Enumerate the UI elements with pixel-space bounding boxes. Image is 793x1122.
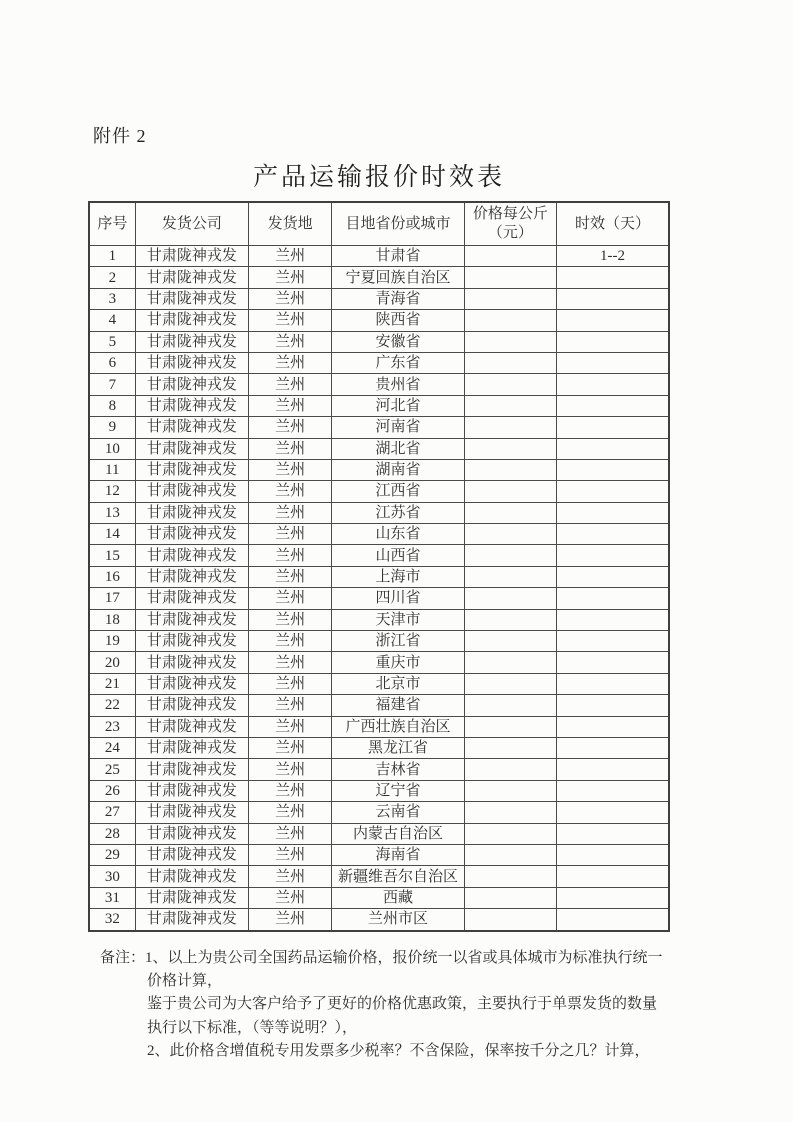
cell-company: 甘肃陇神戎发	[135, 417, 248, 438]
cell-days	[557, 737, 669, 758]
cell-origin: 兰州	[249, 631, 332, 652]
cell-price	[464, 566, 556, 587]
cell-price	[464, 502, 556, 523]
table-row	[89, 737, 669, 758]
cell-destination: 江苏省	[332, 502, 464, 523]
cell-days	[557, 417, 669, 438]
cell-price	[464, 331, 556, 352]
cell-days	[557, 352, 669, 373]
cell-company: 甘肃陇神戎发	[135, 545, 248, 566]
cell-price	[464, 267, 556, 288]
cell-days	[557, 802, 669, 823]
cell-destination: 天津市	[332, 609, 464, 630]
cell-company: 甘肃陇神戎发	[135, 588, 248, 609]
col-header-origin: 发货地	[249, 202, 332, 246]
cell-days	[557, 887, 669, 908]
cell-origin: 兰州	[249, 459, 332, 480]
cell-origin: 兰州	[249, 374, 332, 395]
table-row	[89, 759, 669, 780]
cell-index: 24	[89, 737, 135, 758]
cell-destination: 甘肃省	[332, 246, 464, 267]
cell-index: 19	[89, 631, 135, 652]
cell-days	[557, 652, 669, 673]
cell-destination: 云南省	[332, 802, 464, 823]
cell-destination: 四川省	[332, 588, 464, 609]
cell-origin: 兰州	[249, 395, 332, 416]
cell-price	[464, 545, 556, 566]
cell-index: 28	[89, 823, 135, 844]
cell-origin: 兰州	[249, 438, 332, 459]
cell-index: 26	[89, 780, 135, 801]
cell-price	[464, 374, 556, 395]
table-row	[89, 481, 669, 502]
cell-destination: 贵州省	[332, 374, 464, 395]
cell-price	[464, 609, 556, 630]
cell-company: 甘肃陇神戎发	[135, 331, 248, 352]
cell-origin: 兰州	[249, 866, 332, 887]
cell-index: 18	[89, 609, 135, 630]
cell-price	[464, 588, 556, 609]
cell-days	[557, 844, 669, 865]
note-line: 执行以下标准，（等等说明？），	[147, 1019, 358, 1036]
cell-origin: 兰州	[249, 502, 332, 523]
cell-company: 甘肃陇神戎发	[135, 802, 248, 823]
cell-origin: 兰州	[249, 823, 332, 844]
cell-destination: 山西省	[332, 545, 464, 566]
table-row	[89, 609, 669, 630]
table-row	[89, 438, 669, 459]
cell-days	[557, 374, 669, 395]
cell-index: 14	[89, 524, 135, 545]
cell-destination: 安徽省	[332, 331, 464, 352]
quote-table	[88, 201, 670, 932]
cell-origin: 兰州	[249, 566, 332, 587]
cell-company: 甘肃陇神戎发	[135, 288, 248, 309]
table-row	[89, 310, 669, 331]
table-row	[89, 246, 669, 267]
cell-days	[557, 588, 669, 609]
table-row	[89, 588, 669, 609]
cell-days: 1--2	[557, 246, 669, 267]
cell-index: 12	[89, 481, 135, 502]
cell-destination: 重庆市	[332, 652, 464, 673]
cell-index: 8	[89, 395, 135, 416]
table-row	[89, 909, 669, 931]
cell-days	[557, 909, 669, 931]
cell-price	[464, 395, 556, 416]
table-row	[89, 331, 669, 352]
col-header-company: 发货公司	[135, 202, 248, 246]
cell-index: 3	[89, 288, 135, 309]
cell-index: 7	[89, 374, 135, 395]
cell-destination: 广西壮族自治区	[332, 716, 464, 737]
cell-company: 甘肃陇神戎发	[135, 909, 248, 931]
note-line: 鉴于贵公司为大客户给予了更好的价格优惠政策，主要执行于单票发货的数量	[147, 996, 658, 1013]
table-row	[89, 459, 669, 480]
cell-company: 甘肃陇神戎发	[135, 737, 248, 758]
cell-company: 甘肃陇神戎发	[135, 887, 248, 908]
cell-company: 甘肃陇神戎发	[135, 438, 248, 459]
cell-price	[464, 288, 556, 309]
cell-index: 9	[89, 417, 135, 438]
cell-destination: 吉林省	[332, 759, 464, 780]
cell-days	[557, 566, 669, 587]
cell-days	[557, 481, 669, 502]
cell-destination: 黑龙江省	[332, 737, 464, 758]
cell-days	[557, 716, 669, 737]
cell-days	[557, 310, 669, 331]
table-row	[89, 823, 669, 844]
cell-index: 2	[89, 267, 135, 288]
cell-price	[464, 695, 556, 716]
table-row	[89, 545, 669, 566]
cell-index: 11	[89, 459, 135, 480]
col-header-destination: 目地省份或城市	[332, 202, 464, 246]
cell-origin: 兰州	[249, 331, 332, 352]
cell-price	[464, 352, 556, 373]
cell-company: 甘肃陇神戎发	[135, 716, 248, 737]
cell-destination: 广东省	[332, 352, 464, 373]
cell-price	[464, 524, 556, 545]
cell-price	[464, 844, 556, 865]
table-row	[89, 352, 669, 373]
cell-days	[557, 866, 669, 887]
cell-destination: 河南省	[332, 417, 464, 438]
cell-destination: 西藏	[332, 887, 464, 908]
table-row	[89, 502, 669, 523]
cell-company: 甘肃陇神戎发	[135, 267, 248, 288]
cell-origin: 兰州	[249, 716, 332, 737]
cell-index: 21	[89, 673, 135, 694]
cell-days	[557, 823, 669, 844]
cell-days	[557, 267, 669, 288]
cell-price	[464, 909, 556, 931]
cell-index: 15	[89, 545, 135, 566]
cell-days	[557, 545, 669, 566]
cell-destination: 北京市	[332, 673, 464, 694]
cell-days	[557, 780, 669, 801]
cell-index: 25	[89, 759, 135, 780]
cell-origin: 兰州	[249, 524, 332, 545]
cell-price	[464, 759, 556, 780]
cell-origin: 兰州	[249, 695, 332, 716]
cell-destination: 江西省	[332, 481, 464, 502]
cell-index: 22	[89, 695, 135, 716]
cell-price	[464, 246, 556, 267]
cell-destination: 新疆维吾尔自治区	[332, 866, 464, 887]
cell-days	[557, 609, 669, 630]
cell-days	[557, 695, 669, 716]
cell-index: 10	[89, 438, 135, 459]
cell-index: 29	[89, 844, 135, 865]
cell-destination: 上海市	[332, 566, 464, 587]
table-row	[89, 566, 669, 587]
cell-company: 甘肃陇神戎发	[135, 844, 248, 865]
col-header-price: 价格每公斤（元）	[464, 202, 556, 246]
cell-price	[464, 652, 556, 673]
cell-company: 甘肃陇神戎发	[135, 524, 248, 545]
cell-company: 甘肃陇神戎发	[135, 631, 248, 652]
cell-days	[557, 288, 669, 309]
note-line: 价格计算，	[147, 973, 223, 990]
cell-origin: 兰州	[249, 609, 332, 630]
cell-price	[464, 737, 556, 758]
note-text: 1、以上为贵公司全国药品运输价格，报价统一以省或具体城市为标准执行统一	[145, 950, 663, 966]
cell-origin: 兰州	[249, 780, 332, 801]
cell-company: 甘肃陇神戎发	[135, 759, 248, 780]
cell-origin: 兰州	[249, 802, 332, 823]
page-title: 产品运输报价时效表	[252, 164, 505, 191]
cell-price	[464, 887, 556, 908]
table-row	[89, 395, 669, 416]
cell-origin: 兰州	[249, 759, 332, 780]
cell-price	[464, 310, 556, 331]
cell-index: 1	[89, 246, 135, 267]
table-row	[89, 288, 669, 309]
cell-origin: 兰州	[249, 267, 332, 288]
table-row	[89, 652, 669, 673]
cell-price	[464, 802, 556, 823]
cell-price	[464, 716, 556, 737]
attachment-label: 附件 2	[93, 126, 147, 146]
cell-index: 23	[89, 716, 135, 737]
col-header-days: 时效（天）	[557, 202, 669, 246]
cell-company: 甘肃陇神戎发	[135, 866, 248, 887]
cell-company: 甘肃陇神戎发	[135, 652, 248, 673]
cell-index: 16	[89, 566, 135, 587]
cell-price	[464, 459, 556, 480]
table-row	[89, 631, 669, 652]
cell-origin: 兰州	[249, 652, 332, 673]
notes-continuation	[100, 970, 700, 1063]
cell-days	[557, 524, 669, 545]
cell-destination: 兰州市区	[332, 909, 464, 931]
cell-origin: 兰州	[249, 481, 332, 502]
cell-company: 甘肃陇神戎发	[135, 310, 248, 331]
cell-days	[557, 438, 669, 459]
cell-origin: 兰州	[249, 673, 332, 694]
table-row	[89, 673, 669, 694]
cell-destination: 山东省	[332, 524, 464, 545]
table-row	[89, 267, 669, 288]
cell-origin: 兰州	[249, 909, 332, 931]
cell-days	[557, 395, 669, 416]
cell-company: 甘肃陇神戎发	[135, 502, 248, 523]
cell-days	[557, 673, 669, 694]
cell-origin: 兰州	[249, 310, 332, 331]
cell-price	[464, 481, 556, 502]
cell-index: 27	[89, 802, 135, 823]
cell-company: 甘肃陇神戎发	[135, 374, 248, 395]
cell-origin: 兰州	[249, 844, 332, 865]
table-row	[89, 716, 669, 737]
cell-company: 甘肃陇神戎发	[135, 695, 248, 716]
cell-days	[557, 631, 669, 652]
cell-company: 甘肃陇神戎发	[135, 459, 248, 480]
cell-price	[464, 866, 556, 887]
cell-company: 甘肃陇神戎发	[135, 395, 248, 416]
cell-origin: 兰州	[249, 588, 332, 609]
cell-company: 甘肃陇神戎发	[135, 566, 248, 587]
table-row	[89, 417, 669, 438]
cell-index: 20	[89, 652, 135, 673]
cell-destination: 海南省	[332, 844, 464, 865]
cell-destination: 湖南省	[332, 459, 464, 480]
table-row	[89, 524, 669, 545]
cell-index: 6	[89, 352, 135, 373]
cell-destination: 陕西省	[332, 310, 464, 331]
cell-company: 甘肃陇神戎发	[135, 673, 248, 694]
cell-price	[464, 631, 556, 652]
table-row	[89, 374, 669, 395]
note-line: 2、此价格含增值税专用发票多少税率？不含保险，保率按千分之几？计算，	[147, 1042, 650, 1059]
notes-label: 备注：	[100, 950, 146, 966]
cell-destination: 内蒙古自治区	[332, 823, 464, 844]
cell-index: 32	[89, 909, 135, 931]
table-row	[89, 887, 669, 908]
cell-days	[557, 502, 669, 523]
cell-origin: 兰州	[249, 288, 332, 309]
cell-price	[464, 673, 556, 694]
cell-index: 4	[89, 310, 135, 331]
cell-destination: 浙江省	[332, 631, 464, 652]
cell-destination: 宁夏回族自治区	[332, 267, 464, 288]
cell-company: 甘肃陇神戎发	[135, 352, 248, 373]
cell-company: 甘肃陇神戎发	[135, 246, 248, 267]
cell-origin: 兰州	[249, 352, 332, 373]
col-header-index: 序号	[89, 202, 135, 246]
cell-index: 5	[89, 331, 135, 352]
notes-section	[100, 947, 700, 1063]
cell-price	[464, 417, 556, 438]
cell-destination: 河北省	[332, 395, 464, 416]
note-line	[100, 947, 700, 970]
cell-price	[464, 780, 556, 801]
cell-index: 31	[89, 887, 135, 908]
table-row	[89, 844, 669, 865]
cell-company: 甘肃陇神戎发	[135, 780, 248, 801]
cell-origin: 兰州	[249, 737, 332, 758]
cell-destination: 辽宁省	[332, 780, 464, 801]
cell-destination: 福建省	[332, 695, 464, 716]
table-row	[89, 780, 669, 801]
cell-company: 甘肃陇神戎发	[135, 609, 248, 630]
cell-destination: 湖北省	[332, 438, 464, 459]
cell-origin: 兰州	[249, 246, 332, 267]
table-row	[89, 802, 669, 823]
table-body	[89, 246, 669, 931]
table-row	[89, 695, 669, 716]
cell-origin: 兰州	[249, 545, 332, 566]
table-row	[89, 866, 669, 887]
cell-company: 甘肃陇神戎发	[135, 481, 248, 502]
cell-days	[557, 459, 669, 480]
cell-origin: 兰州	[249, 417, 332, 438]
cell-company: 甘肃陇神戎发	[135, 823, 248, 844]
header-row	[89, 202, 669, 246]
cell-price	[464, 823, 556, 844]
cell-index: 17	[89, 588, 135, 609]
cell-days	[557, 331, 669, 352]
cell-index: 30	[89, 866, 135, 887]
cell-origin: 兰州	[249, 887, 332, 908]
cell-price	[464, 438, 556, 459]
cell-index: 13	[89, 502, 135, 523]
cell-days	[557, 759, 669, 780]
cell-destination: 青海省	[332, 288, 464, 309]
